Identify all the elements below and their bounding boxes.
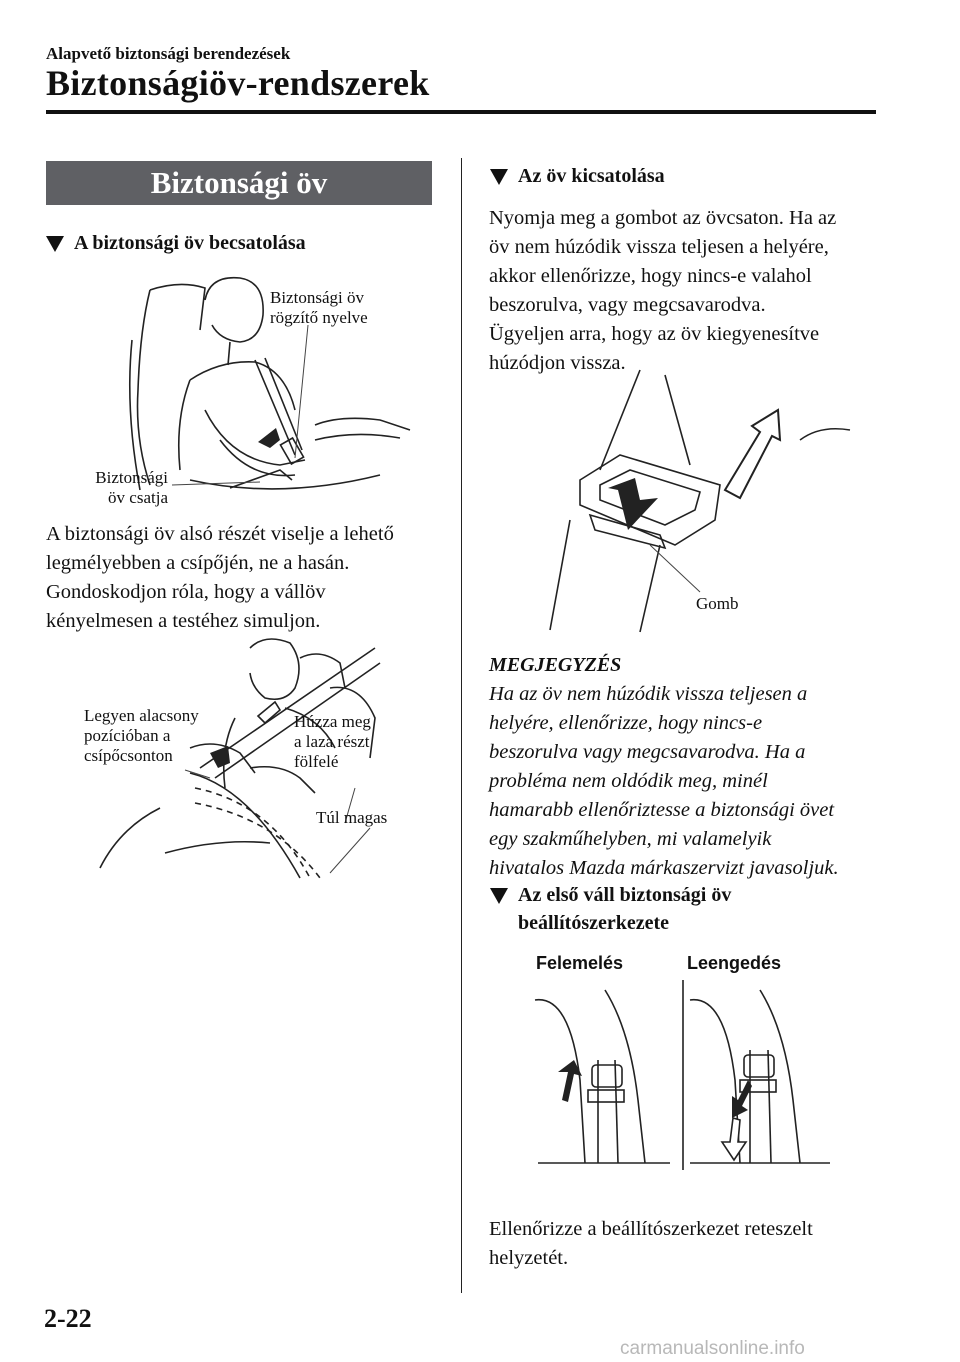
label-keep-low	[84, 706, 199, 766]
label-belt-tongue-line1: Biztonsági öv	[270, 288, 364, 307]
unfasten-paragraph-line2: öv nem húzódik vissza teljesen a helyére,	[489, 236, 829, 258]
triangle-bullet-icon	[490, 169, 508, 185]
closing-line2: helyzetét.	[489, 1247, 569, 1269]
fasten-paragraph-line3: Gondoskodjon róla, hogy a vállöv	[46, 581, 326, 603]
fasten-heading-text: A biztonsági öv becsatolása	[74, 232, 306, 254]
label-pull-slack-line3: fölfelé	[294, 752, 339, 771]
figure-fasten-belt	[80, 270, 440, 510]
note-title: MEGJEGYZÉS	[489, 654, 622, 676]
label-pull-slack	[294, 712, 371, 772]
label-keep-low-line1: Legyen alacsony	[84, 706, 199, 725]
watermark: carmanualsonline.info	[620, 1338, 805, 1359]
unfasten-paragraph-line4: beszorulva, vagy megcsavarodva.	[489, 294, 766, 316]
note-line7: hivatalos Mazda márkaszervizt javasoljuk.	[489, 857, 839, 879]
column-divider	[461, 158, 462, 1293]
label-pull-slack-line2: a laza részt	[294, 732, 370, 751]
label-belt-buckle	[88, 468, 168, 508]
unfasten-paragraph	[489, 204, 889, 378]
fasten-paragraph	[46, 520, 446, 636]
adjuster-illustration	[520, 950, 850, 1185]
note-body	[489, 680, 889, 883]
adjuster-heading	[490, 884, 731, 935]
adjuster-heading-text	[518, 884, 731, 935]
unfasten-heading	[490, 165, 665, 188]
label-belt-buckle-line1: Biztonsági	[95, 468, 168, 487]
closing-paragraph	[489, 1215, 889, 1273]
triangle-bullet-icon	[490, 888, 508, 904]
label-raise: Felemelés	[536, 953, 624, 973]
unfasten-paragraph-line6: húzódjon vissza.	[489, 352, 626, 374]
fasten-paragraph-line2: legmélyebben a csípőjén, ne a hasán.	[46, 552, 350, 574]
breadcrumb: Alapvető biztonsági berendezések	[46, 44, 291, 63]
fasten-paragraph-line4: kényelmesen a testéhez simuljon.	[46, 610, 321, 632]
unfasten-paragraph-line3: akkor ellenőrizze, hogy nincs-e valahol	[489, 265, 812, 287]
section-banner: Biztonsági öv	[46, 161, 432, 205]
note-line1: Ha az öv nem húzódik vissza teljesen a	[489, 683, 808, 705]
note-line5: hamarabb ellenőriztesse a biztonsági övet	[489, 799, 835, 821]
page-number: 2-22	[44, 1304, 92, 1333]
label-belt-buckle-line2: öv csatja	[108, 488, 168, 507]
note-line4: probléma nem oldódik meg, minél	[489, 770, 768, 792]
label-lower: Leengedés	[687, 953, 782, 973]
triangle-bullet-icon	[46, 236, 64, 252]
label-pull-slack-line1: Húzza meg	[294, 712, 371, 731]
label-belt-tongue	[270, 288, 368, 328]
label-keep-low-line3: csípőcsonton	[84, 746, 173, 765]
note-line6: egy szakműhelyben, mi valamelyik	[489, 828, 772, 850]
note-line3: beszorulva vagy megcsavarodva. Ha a	[489, 741, 806, 763]
label-belt-tongue-line2: rögzítő nyelve	[270, 308, 368, 327]
fasten-paragraph-line1: A biztonsági öv alsó részét viselje a lehető	[46, 523, 394, 545]
unfasten-paragraph-line5: Ügyeljen arra, hogy az öv kiegyenesítve	[489, 323, 820, 345]
page-title: Biztonságiöv-rendszerek	[46, 63, 430, 103]
adjuster-heading-line2: beállítószerkezete	[518, 912, 670, 934]
fasten-heading	[46, 232, 306, 255]
title-rule	[46, 110, 876, 114]
adjuster-heading-line1: Az első váll biztonsági öv	[518, 884, 732, 906]
unfasten-heading-text: Az öv kicsatolása	[518, 165, 665, 187]
figure-lap-belt-position	[70, 628, 440, 878]
figure-shoulder-adjuster	[520, 950, 850, 1185]
closing-line1: Ellenőrizze a beállítószerkezet reteszelt	[489, 1218, 813, 1240]
label-button: Gomb	[696, 594, 739, 613]
unfasten-paragraph-line1: Nyomja meg a gombot az övcsaton. Ha az	[489, 207, 837, 229]
note-line2: helyére, ellenőrizze, hogy nincs-e	[489, 712, 763, 734]
label-keep-low-line2: pozícióban a	[84, 726, 171, 745]
figure-buckle-release	[540, 370, 860, 635]
label-too-high: Túl magas	[316, 808, 388, 827]
